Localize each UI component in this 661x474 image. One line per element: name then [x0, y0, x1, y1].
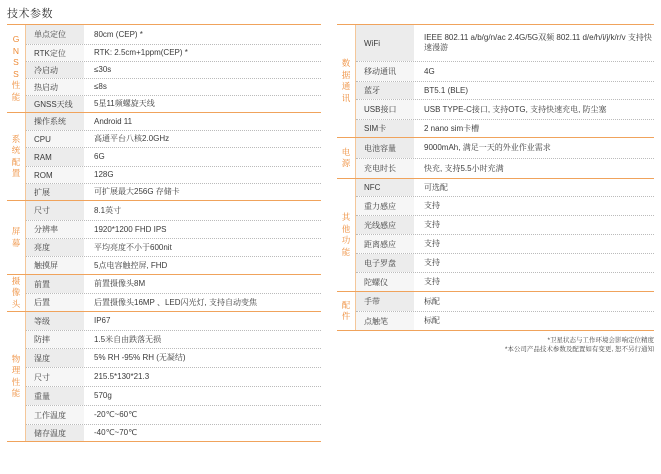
- spec-row: [26, 166, 321, 183]
- spec-key: 防摔: [26, 331, 84, 348]
- spec-row: [356, 292, 654, 311]
- spec-row: [356, 99, 654, 119]
- spec-key: 前置: [26, 275, 84, 293]
- spec-row: [356, 138, 654, 158]
- spec-rows: [355, 179, 654, 291]
- spec-row: [26, 201, 321, 220]
- spec-key: 扩展: [26, 184, 84, 200]
- spec-value: 4G: [424, 66, 435, 76]
- left-group-1: [7, 112, 321, 200]
- spec-row: [26, 147, 321, 166]
- category-label: 配件: [341, 299, 351, 321]
- spec-key: 储存温度: [26, 425, 84, 441]
- spec-rows: [25, 113, 321, 200]
- spec-value: 1920*1200 FHD IPS: [94, 224, 167, 234]
- category-cell: [337, 138, 355, 178]
- spec-key: 尺寸: [26, 201, 84, 220]
- spec-value: 快充, 支持5.5小时充满: [424, 163, 504, 173]
- spec-key: GNSS天线: [26, 96, 84, 112]
- spec-key: WiFi: [356, 25, 414, 61]
- spec-value: 标配: [424, 316, 440, 325]
- category-label: 电源: [341, 146, 351, 168]
- spec-row: [26, 78, 321, 95]
- spec-row: [26, 95, 321, 112]
- spec-key: 尺寸: [26, 368, 84, 386]
- spec-value: IP67: [94, 316, 111, 325]
- spec-row: [356, 61, 654, 81]
- spec-table-left: [7, 24, 321, 442]
- spec-key: 单点定位: [26, 25, 84, 44]
- category-label: 屏幕: [11, 226, 21, 248]
- spec-key: 重量: [26, 387, 84, 405]
- spec-value: 5星11频螺旋天线: [94, 99, 155, 108]
- category-cell: [337, 179, 355, 291]
- category-cell: [337, 25, 355, 137]
- spec-row: [356, 179, 654, 196]
- spec-rows: [355, 138, 654, 178]
- spec-value: RTK: 2.5cm+1ppm(CEP) *: [94, 48, 188, 57]
- spec-value: 支持: [424, 258, 440, 267]
- page-title: 技术参数: [7, 8, 53, 20]
- spec-row: [26, 330, 321, 348]
- spec-row: [356, 234, 654, 253]
- spec-value: 128G: [94, 170, 114, 179]
- spec-row: [26, 367, 321, 386]
- right-group-2: [337, 178, 654, 291]
- spec-value: 支持: [424, 201, 440, 210]
- right-group-1: [337, 137, 654, 178]
- spec-key: SIM卡: [356, 120, 414, 137]
- category-label: 摄像头: [11, 275, 21, 309]
- spec-key: 湿度: [26, 349, 84, 367]
- spec-rows: [355, 292, 654, 330]
- spec-row: [26, 183, 321, 200]
- spec-key: NFC: [356, 179, 414, 196]
- spec-value: 6G: [94, 152, 105, 161]
- spec-value: 标配: [424, 296, 440, 306]
- spec-rows: [355, 25, 654, 137]
- category-cell: [7, 113, 25, 200]
- spec-value: 5% RH -95% RH (无凝结): [94, 353, 186, 362]
- category-label: 物理性能: [11, 353, 21, 398]
- spec-value: 9000mAh, 满足一天的外业作业需求: [424, 143, 551, 152]
- left-group-2: [7, 200, 321, 274]
- left-group-4: [7, 311, 321, 442]
- spec-value: ≤30s: [94, 65, 112, 74]
- spec-row: [26, 44, 321, 61]
- spec-value: 2 nano sim卡槽: [424, 123, 480, 133]
- spec-row: [356, 196, 654, 215]
- spec-value: 支持: [424, 239, 440, 248]
- spec-row: [26, 113, 321, 130]
- spec-key: ROM: [26, 167, 84, 183]
- spec-key: 手带: [356, 292, 414, 311]
- spec-row: [26, 312, 321, 330]
- spec-row: [356, 215, 654, 234]
- spec-value: 前置摄像头8M: [94, 279, 146, 288]
- category-cell: [7, 201, 25, 274]
- spec-value: 215.5*130*21.3: [94, 372, 150, 381]
- spec-key: 电子罗盘: [356, 254, 414, 272]
- spec-row: [26, 293, 321, 311]
- spec-key: 点触笔: [356, 312, 414, 330]
- footnotes: [505, 336, 654, 354]
- spec-value: 80cm (CEP) *: [94, 29, 143, 39]
- spec-key: 充电时长: [356, 159, 414, 178]
- spec-key: 触摸屏: [26, 257, 84, 274]
- category-cell: [337, 292, 355, 330]
- spec-row: [26, 348, 321, 367]
- spec-value: 可扩展最大256G 存储卡: [94, 187, 180, 196]
- spec-value: IEEE 802.11 a/b/g/n/ac 2.4G/5G双频 802.11 d/e/h/i/j/k/r/v 支持快速漫游: [424, 33, 652, 52]
- spec-key: 重力感应: [356, 197, 414, 215]
- spec-row: [26, 130, 321, 147]
- spec-key: 工作温度: [26, 406, 84, 424]
- spec-row: [356, 253, 654, 272]
- category-cell: [7, 312, 25, 441]
- spec-value: USB TYPE-C接口, 支持OTG, 支持快速充电, 防尘塞: [424, 104, 607, 114]
- spec-value: 1.5米自由跌落无损: [94, 334, 162, 344]
- spec-row: [26, 424, 321, 441]
- spec-key: 陀螺仪: [356, 273, 414, 291]
- spec-rows: [25, 275, 321, 311]
- spec-rows: [25, 25, 321, 112]
- category-cell: [7, 275, 25, 311]
- spec-key: 分辨率: [26, 221, 84, 238]
- spec-key: 光线感应: [356, 216, 414, 234]
- footnote-accuracy: *卫星状态与工作环境会影响定位精度: [547, 337, 654, 344]
- spec-row: [356, 119, 654, 137]
- spec-key: RTK定位: [26, 45, 84, 61]
- spec-row: [26, 256, 321, 274]
- spec-value: BT5.1 (BLE): [424, 85, 469, 95]
- category-label: GNSS性能: [11, 34, 21, 102]
- spec-key: 热启动: [26, 79, 84, 95]
- spec-key: 后置: [26, 294, 84, 311]
- category-label: 数据通讯: [341, 58, 351, 103]
- spec-row: [356, 272, 654, 291]
- spec-value: Android 11: [94, 116, 133, 126]
- spec-value: 570g: [94, 391, 112, 400]
- right-group-3: [337, 291, 654, 331]
- spec-key: 距离感应: [356, 235, 414, 253]
- spec-rows: [25, 201, 321, 274]
- spec-key: 移动通讯: [356, 62, 414, 81]
- spec-value: -20℃~60℃: [94, 410, 138, 419]
- spec-key: 电池容量: [356, 138, 414, 158]
- spec-row: [26, 405, 321, 424]
- spec-row: [356, 311, 654, 330]
- spec-row: [26, 25, 321, 44]
- category-cell: [7, 25, 25, 112]
- spec-row: [356, 158, 654, 178]
- spec-value: 可选配: [424, 182, 448, 192]
- spec-key: 蓝牙: [356, 82, 414, 99]
- spec-key: RAM: [26, 148, 84, 166]
- spec-key: CPU: [26, 131, 84, 147]
- category-label: 其他功能: [341, 212, 351, 257]
- spec-row: [356, 81, 654, 99]
- footnote-change-notice: *本公司产品技术参数及配置如有变更, 恕不另行通知: [504, 346, 654, 353]
- spec-value: ≤8s: [94, 82, 107, 91]
- spec-key: USB接口: [356, 100, 414, 119]
- spec-key: 操作系统: [26, 113, 84, 130]
- spec-row: [26, 386, 321, 405]
- spec-value: 5点电容触控屏, FHD: [94, 260, 168, 270]
- spec-rows: [25, 312, 321, 441]
- spec-value: 平均亮度不小于600nit: [94, 242, 172, 252]
- spec-row: [26, 275, 321, 293]
- left-group-0: [7, 24, 321, 112]
- spec-value: 8.1英寸: [94, 205, 122, 215]
- spec-row: [26, 220, 321, 238]
- spec-row: [26, 238, 321, 256]
- spec-value: -40℃~70℃: [94, 428, 138, 437]
- left-group-3: [7, 274, 321, 311]
- spec-row: [356, 25, 654, 61]
- spec-row: [26, 61, 321, 78]
- spec-table-right: [337, 24, 654, 331]
- spec-value: 支持: [424, 277, 440, 286]
- spec-key: 等级: [26, 312, 84, 330]
- spec-key: 冷启动: [26, 62, 84, 78]
- spec-value: 后置摄像头16MP 、LED闪光灯, 支持自动变焦: [94, 297, 257, 307]
- spec-value: 高通平台八核2.0GHz: [94, 134, 170, 143]
- spec-value: 支持: [424, 220, 440, 229]
- right-group-0: [337, 24, 654, 137]
- spec-key: 亮度: [26, 239, 84, 256]
- category-label: 系统配置: [11, 133, 21, 178]
